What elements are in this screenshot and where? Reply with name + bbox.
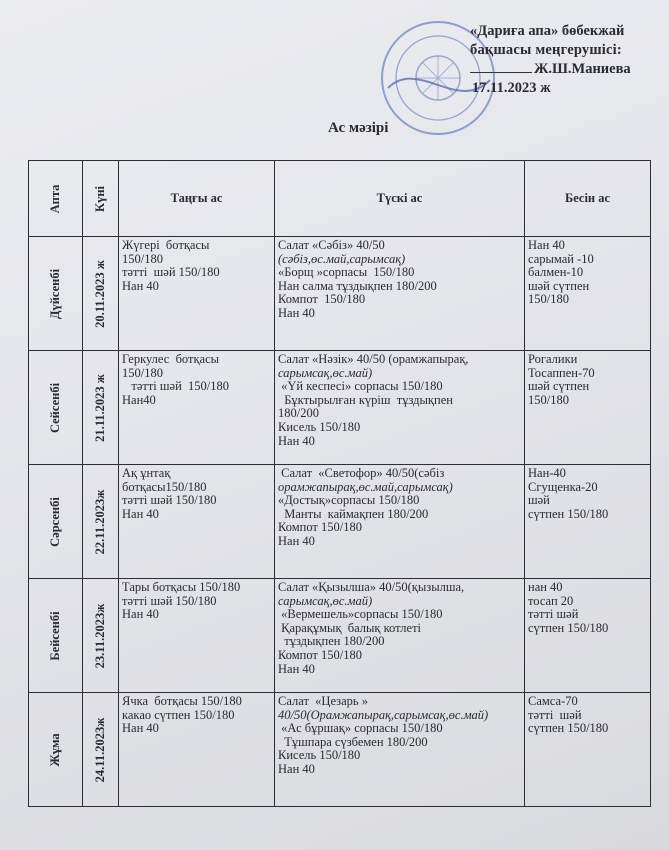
- breakfast-line: 150/180: [122, 365, 163, 380]
- approval-header: [470, 22, 665, 98]
- weekday-cell: Сейсенбі: [29, 351, 83, 465]
- table-row: [29, 237, 651, 351]
- snack-cell: [525, 579, 651, 693]
- lunch-line: Нан 40: [278, 661, 315, 676]
- lunch-cell: [275, 351, 525, 465]
- breakfast-line: Ақ ұнтақ: [122, 466, 171, 480]
- lunch-line: Компот 150/180: [278, 647, 362, 662]
- lunch-line: Манты каймақпен 180/200: [278, 506, 429, 521]
- menu-table: [28, 160, 651, 807]
- breakfast-line: тәтті шәй 150/180: [122, 593, 217, 608]
- lunch-line: Нан 40: [278, 433, 315, 448]
- breakfast-line: тәтті шәй 150/180: [122, 379, 229, 394]
- lunch-line: Салат «Светофор» 40/50(сәбіз: [278, 466, 445, 480]
- lunch-cell: [275, 237, 525, 351]
- snack-cell: [525, 237, 651, 351]
- lunch-line: Салат «Нәзік» 40/50 (орамжапырақ,: [278, 352, 469, 366]
- weekday-cell: Дүйсенбі: [29, 237, 83, 351]
- breakfast-cell: [119, 237, 275, 351]
- snack-line: Самса-70: [528, 694, 578, 708]
- breakfast-cell: [119, 579, 275, 693]
- table-row: [29, 693, 651, 807]
- date-cell: 24.11.2023ж: [83, 693, 119, 807]
- lunch-line: 180/200: [278, 406, 319, 421]
- page-title: Ас мәзірі: [328, 120, 389, 136]
- table-row: [29, 351, 651, 465]
- breakfast-cell: [119, 465, 275, 579]
- header-line-2: бақшасы меңгерушісі:: [470, 42, 622, 58]
- date-cell: 22.11.2023ж: [83, 465, 119, 579]
- breakfast-line: 150/180: [122, 251, 163, 266]
- snack-line: сарымай -10: [528, 251, 594, 266]
- lunch-line: сарымсақ,өс.май): [278, 365, 373, 380]
- lunch-line: «Достық»сорпасы 150/180: [278, 493, 420, 508]
- breakfast-cell: [119, 693, 275, 807]
- snack-cell: [525, 465, 651, 579]
- header-week: Апта: [29, 161, 83, 237]
- snack-line: шәй сүтпен: [528, 379, 590, 394]
- breakfast-line: Нан 40: [122, 278, 159, 293]
- date-cell: 21.11.2023 ж: [83, 351, 119, 465]
- lunch-line: Нан 40: [278, 305, 315, 320]
- lunch-line: Қарақұмық балық котлеті: [278, 620, 422, 635]
- lunch-cell: [275, 579, 525, 693]
- breakfast-line: тәтті шәй 150/180: [122, 265, 220, 280]
- weekday-cell: Сәрсенбі: [29, 465, 83, 579]
- lunch-line: Нан 40: [278, 761, 315, 776]
- date-cell: 23.11.2023ж: [83, 579, 119, 693]
- signature-line: [470, 72, 532, 73]
- lunch-line: 40/50(Орамжапырақ,сарымсақ,өс.май): [278, 707, 489, 722]
- header-line-1: «Дариға апа» бөбекжай: [470, 23, 625, 39]
- snack-line: тәтті шәй: [528, 607, 579, 622]
- snack-cell: [525, 693, 651, 807]
- snack-cell: [525, 351, 651, 465]
- snack-line: шәй сүтпен: [528, 278, 590, 293]
- lunch-line: «Үй кеспесі» сорпасы 150/180: [278, 379, 443, 394]
- weekday-cell: Жұма: [29, 693, 83, 807]
- snack-line: нан 40: [528, 580, 563, 594]
- snack-line: балмен-10: [528, 265, 584, 280]
- header-day: Күні: [83, 161, 119, 237]
- lunch-line: (сәбіз,өс.май,сарымсақ): [278, 251, 406, 266]
- snack-line: тәтті шәй: [528, 707, 582, 722]
- lunch-line: Салат «Цезарь »: [278, 694, 368, 708]
- lunch-line: Нан салма тұздықпен 180/200: [278, 278, 437, 293]
- lunch-line: Компот 150/180: [278, 292, 366, 307]
- snack-line: 150/180: [528, 292, 569, 307]
- header-lunch: Түскі ас: [275, 161, 525, 237]
- breakfast-line: ботқасы150/180: [122, 479, 207, 494]
- snack-line: Нан-40: [528, 466, 566, 480]
- lunch-line: Кисель 150/180: [278, 419, 361, 434]
- snack-line: Тосаппен-70: [528, 365, 595, 380]
- snack-line: Сгущенка-20: [528, 479, 598, 494]
- breakfast-cell: [119, 351, 275, 465]
- snack-line: сүтпен 150/180: [528, 721, 609, 736]
- lunch-line: «Борщ »сорпасы 150/180: [278, 265, 415, 280]
- breakfast-line: Геркулес ботқасы: [122, 352, 220, 366]
- table-row: [29, 579, 651, 693]
- lunch-line: Салат «Қызылша» 40/50(қызылша,: [278, 580, 465, 594]
- lunch-line: «Вермешель»сорпасы 150/180: [278, 607, 443, 622]
- lunch-line: Бұктырылған күріш тұздықпен: [278, 392, 453, 407]
- header-breakfast: Таңғы ас: [119, 161, 275, 237]
- snack-line: шәй: [528, 493, 550, 508]
- breakfast-line: Тары ботқасы 150/180: [122, 580, 241, 594]
- snack-line: 150/180: [528, 392, 569, 407]
- lunch-line: «Ас бұршақ» сорпасы 150/180: [278, 721, 443, 736]
- breakfast-line: Ячка ботқасы 150/180: [122, 694, 242, 708]
- header-date: 17.11.2023 ж: [472, 80, 551, 96]
- lunch-line: тұздықпен 180/200: [278, 634, 385, 649]
- table-row: [29, 465, 651, 579]
- breakfast-line: Жүгері ботқасы: [122, 238, 210, 252]
- lunch-line: орамжапырақ,өс.май,сарымсақ): [278, 479, 453, 494]
- breakfast-line: тәтті шәй 150/180: [122, 493, 217, 508]
- breakfast-line: какао сүтпен 150/180: [122, 707, 235, 722]
- breakfast-line: Нан 40: [122, 506, 159, 521]
- weekday-cell: Бейсенбі: [29, 579, 83, 693]
- lunch-cell: [275, 465, 525, 579]
- breakfast-line: Нан 40: [122, 721, 159, 736]
- lunch-line: Нан 40: [278, 533, 315, 548]
- lunch-line: сарымсақ,өс.май): [278, 593, 373, 608]
- lunch-line: Компот 150/180: [278, 520, 362, 535]
- header-line-3: [470, 60, 665, 79]
- snack-line: тосап 20: [528, 593, 574, 608]
- snack-line: сүтпен 150/180: [528, 620, 609, 635]
- lunch-cell: [275, 693, 525, 807]
- director-name: Ж.Ш.Маниева: [534, 61, 631, 77]
- lunch-line: Кисель 150/180: [278, 748, 361, 763]
- header-snack: Бесін ас: [525, 161, 651, 237]
- lunch-line: Тұшпара сүзбемен 180/200: [278, 734, 428, 749]
- date-cell: 20.11.2023 ж: [83, 237, 119, 351]
- menu-table-body: [29, 237, 651, 807]
- breakfast-line: Нан 40: [122, 607, 159, 622]
- menu-table-wrapper: [28, 160, 650, 807]
- snack-line: Нан 40: [528, 238, 565, 252]
- snack-line: сүтпен 150/180: [528, 506, 609, 521]
- lunch-line: Салат «Сәбіз» 40/50: [278, 238, 385, 252]
- snack-line: Рогалики: [528, 352, 578, 366]
- breakfast-line: Нан40: [122, 392, 156, 407]
